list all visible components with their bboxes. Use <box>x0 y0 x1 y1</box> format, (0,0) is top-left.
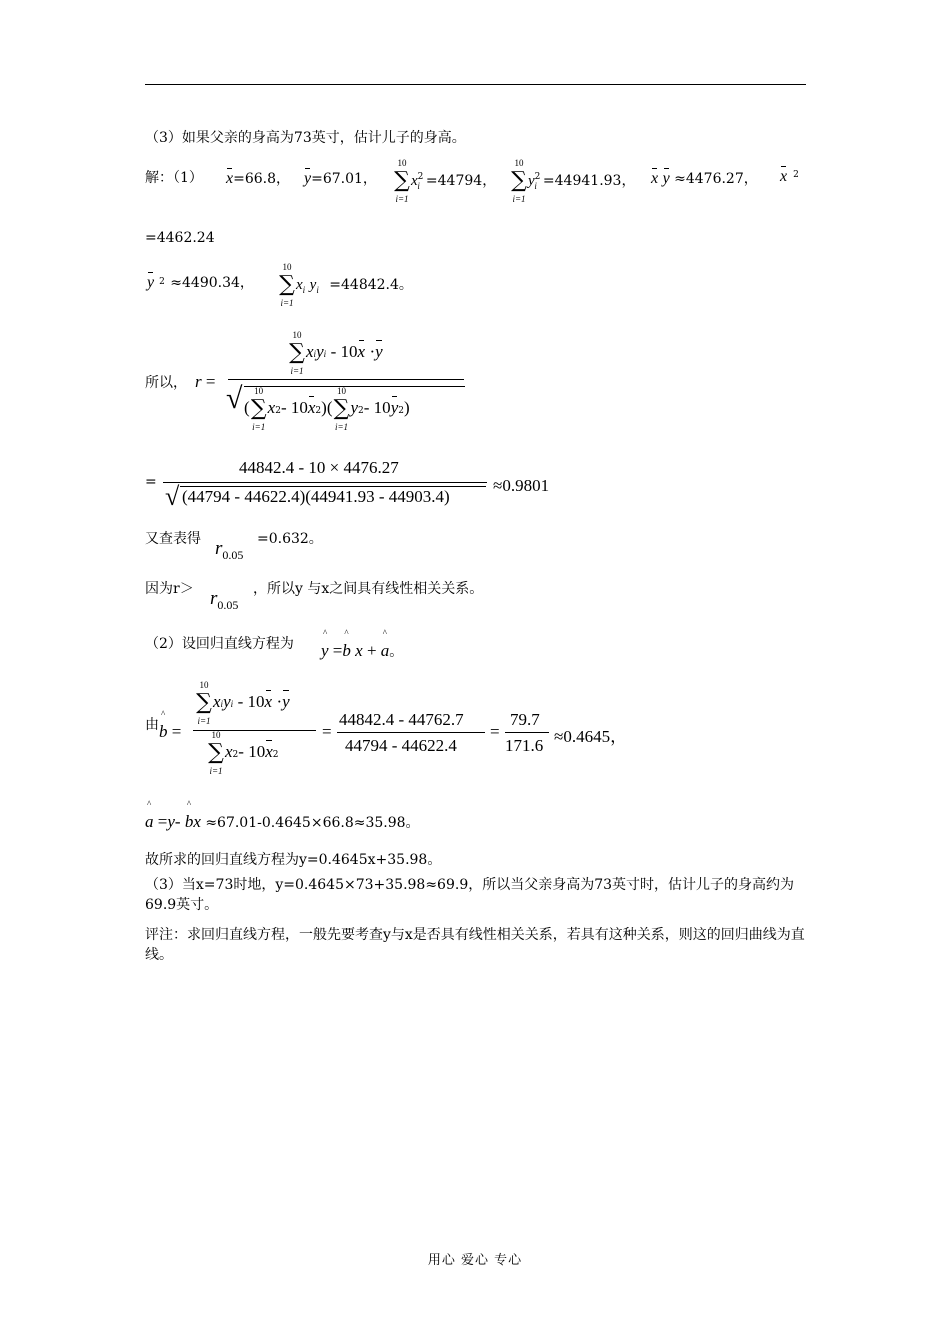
r-critical-2: r0.05 <box>210 588 239 612</box>
question-3: （3）如果父亲的身高为73英寸，估计儿子的身高。 <box>145 130 466 146</box>
comment: 评注：求回归直线方程，一般先要考查y与x是否具有线性相关关系，若具有这种关系，则这的回归曲线为直线。 <box>145 927 805 963</box>
r-value-numerator: 44842.4 - 10 × 4476.27 <box>239 458 399 477</box>
b-numerator: 10 ∑ i=1 xiyi - 10x ·y <box>196 680 290 726</box>
r-value-result: ≈0.9801 <box>493 476 550 495</box>
a-calc: ^ a =y- ^ bx ≈67.01-0.4645×66.8≈35.98。 <box>145 812 420 832</box>
b-fraction-line-3 <box>505 732 549 733</box>
r-value-denominator: (44794 - 44622.4)(44941.93 - 44903.4) <box>182 487 450 506</box>
b-num3: 79.7 <box>510 710 540 729</box>
header-rule <box>145 84 806 85</box>
conclusion: 故所求的回归直线方程为y=0.4645x+35.98。 <box>145 852 442 868</box>
solution-line-1 <box>145 167 203 187</box>
r-value-sqrt: √ <box>165 482 180 511</box>
r-fraction-line <box>228 379 464 380</box>
sqrt-bar <box>244 386 465 387</box>
b-num2: 44842.4 - 44762.7 <box>339 710 464 729</box>
check-line-1-value: =0.632。 <box>257 531 323 547</box>
r-formula-denominator: √ <box>226 382 243 415</box>
xbar-squared-symbol: x $^2$ <box>780 168 799 185</box>
b-eq-3: = <box>490 722 500 741</box>
r-value-fraction-line <box>163 482 487 483</box>
sum-y2-expr: 10 ∑ i=1 $y^2_i =44941.93$， <box>511 158 636 204</box>
xbar-ybar-expr: x y ≈4476.27， <box>651 170 758 187</box>
footer: 用心 爱心 专心 <box>427 1253 523 1268</box>
b-fraction-line-2 <box>337 732 485 733</box>
check-line-1: 又查表得 <box>145 531 201 547</box>
b-denominator: 10 ∑ i=1 x2- 10x2 <box>208 730 279 776</box>
xbar-expr: x=66.8， <box>226 170 291 187</box>
b-eq-2: = <box>322 722 332 741</box>
ybar-squared-expr: y $^2$ ≈4490.34， <box>147 274 254 291</box>
check-line-2: 因为r＞ <box>145 581 194 597</box>
r-critical-1: r0.05 <box>215 538 244 562</box>
part-3-answer: （3）当x=73时地，y=0.4645×73+35.98≈69.9，所以当父亲身高为73英寸时，估计儿子的身高约为69.9英寸。 <box>145 877 795 913</box>
r-denominator-terms: ( 10 ∑ i=1 x2- 10x2)( 10 ∑ i=1 y2- 10y2) <box>244 386 410 432</box>
r-value-eq: = <box>145 474 157 490</box>
b-den3: 171.6 <box>505 736 544 755</box>
r-formula-lead: 所以， r = <box>145 372 216 391</box>
sum-xy-expr: 10 ∑ i=1 $x_i$ $y_i =44842.4$。 <box>279 262 413 308</box>
b-den2: 44794 - 44622.4 <box>345 736 457 755</box>
check-line-2-text: ，所以y 与x之间具有线性相关关系。 <box>253 581 484 597</box>
b-calc-lead: 由^ b = <box>145 714 181 734</box>
regression-equation: ^ y =^ b x + ^ a。 <box>321 641 403 661</box>
r-formula-numerator: 10 ∑ i=1 xiyi - 10x ·y <box>289 330 383 376</box>
solution-label: 解：（1） <box>145 170 203 186</box>
question-2: （2）设回归直线方程为 <box>145 636 294 652</box>
b-result: ≈0.4645， <box>554 727 628 746</box>
ybar-expr: y=67.01， <box>304 170 377 187</box>
xbar-squared-value: =4462.24 <box>145 230 215 246</box>
sum-x2-expr: 10 ∑ i=1 $x^2_i =44794$， <box>394 158 497 204</box>
